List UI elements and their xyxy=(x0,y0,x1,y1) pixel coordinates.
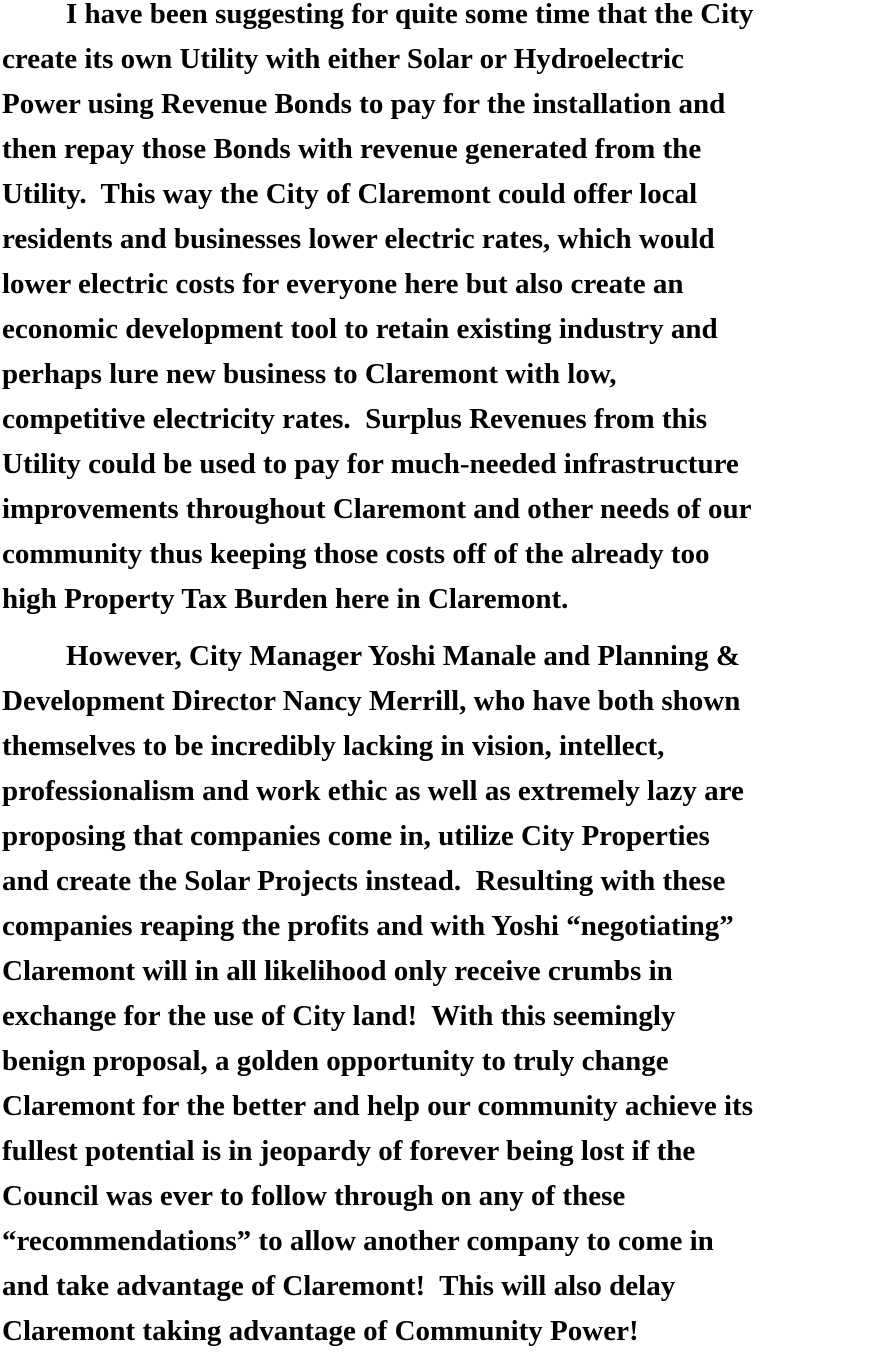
text-line: Utility could be used to pay for much-needed infrastructure xyxy=(2,448,739,480)
text-line: proposing that companies come in, utilize City Properties xyxy=(2,820,710,852)
paragraph-1 xyxy=(2,0,753,622)
text-line: professionalism and work ethic as well as extremely lazy are xyxy=(2,775,744,807)
text-line: Development Director Nancy Merrill, who have both shown xyxy=(2,685,741,717)
text-line: themselves to be incredibly lacking in vision, intellect, xyxy=(2,730,665,762)
text-line: Council was ever to follow through on any of these xyxy=(2,1180,626,1212)
text-line: companies reaping the profits and with Yoshi “negotiating” xyxy=(2,910,734,942)
text-line: exchange for the use of City land! With this seemingly xyxy=(2,1000,676,1032)
text-line: fullest potential is in jeopardy of forever being lost if the xyxy=(2,1135,696,1167)
text-line: “recommendations” to allow another company to come in xyxy=(2,1225,714,1257)
text-line: I have been suggesting for quite some time that the City xyxy=(66,0,754,30)
text-line: community thus keeping those costs off of the already too xyxy=(2,538,710,570)
text-line: residents and businesses lower electric rates, which would xyxy=(2,223,715,255)
text-line: then repay those Bonds with revenue generated from the xyxy=(2,133,702,165)
text-line: Utility. This way the City of Claremont could offer local xyxy=(2,178,698,210)
text-line: perhaps lure new business to Claremont with low, xyxy=(2,358,617,390)
text-line: high Property Tax Burden here in Claremont. xyxy=(2,583,569,615)
paragraph-2 xyxy=(2,634,753,1354)
text-line: economic development tool to retain existing industry and xyxy=(2,313,718,345)
text-line: benign proposal, a golden opportunity to truly change xyxy=(2,1045,669,1077)
text-line: and take advantage of Claremont! This will also delay xyxy=(2,1270,676,1302)
text-line: improvements throughout Claremont and other needs of our xyxy=(2,493,752,525)
text-line: and create the Solar Projects instead. Resulting with these xyxy=(2,865,726,897)
text-line: However, City Manager Yoshi Manale and Planning & xyxy=(66,640,741,672)
text-line: Claremont taking advantage of Community Power! xyxy=(2,1315,639,1347)
text-line: competitive electricity rates. Surplus Revenues from this xyxy=(2,403,707,435)
text-line: Claremont will in all likelihood only receive crumbs in xyxy=(2,955,673,987)
text-line: Claremont for the better and help our community achieve its xyxy=(2,1090,753,1122)
text-line: create its own Utility with either Solar or Hydroelectric xyxy=(2,43,684,75)
text-line: Power using Revenue Bonds to pay for the installation and xyxy=(2,88,726,120)
text-line: lower electric costs for everyone here but also create an xyxy=(2,268,684,300)
